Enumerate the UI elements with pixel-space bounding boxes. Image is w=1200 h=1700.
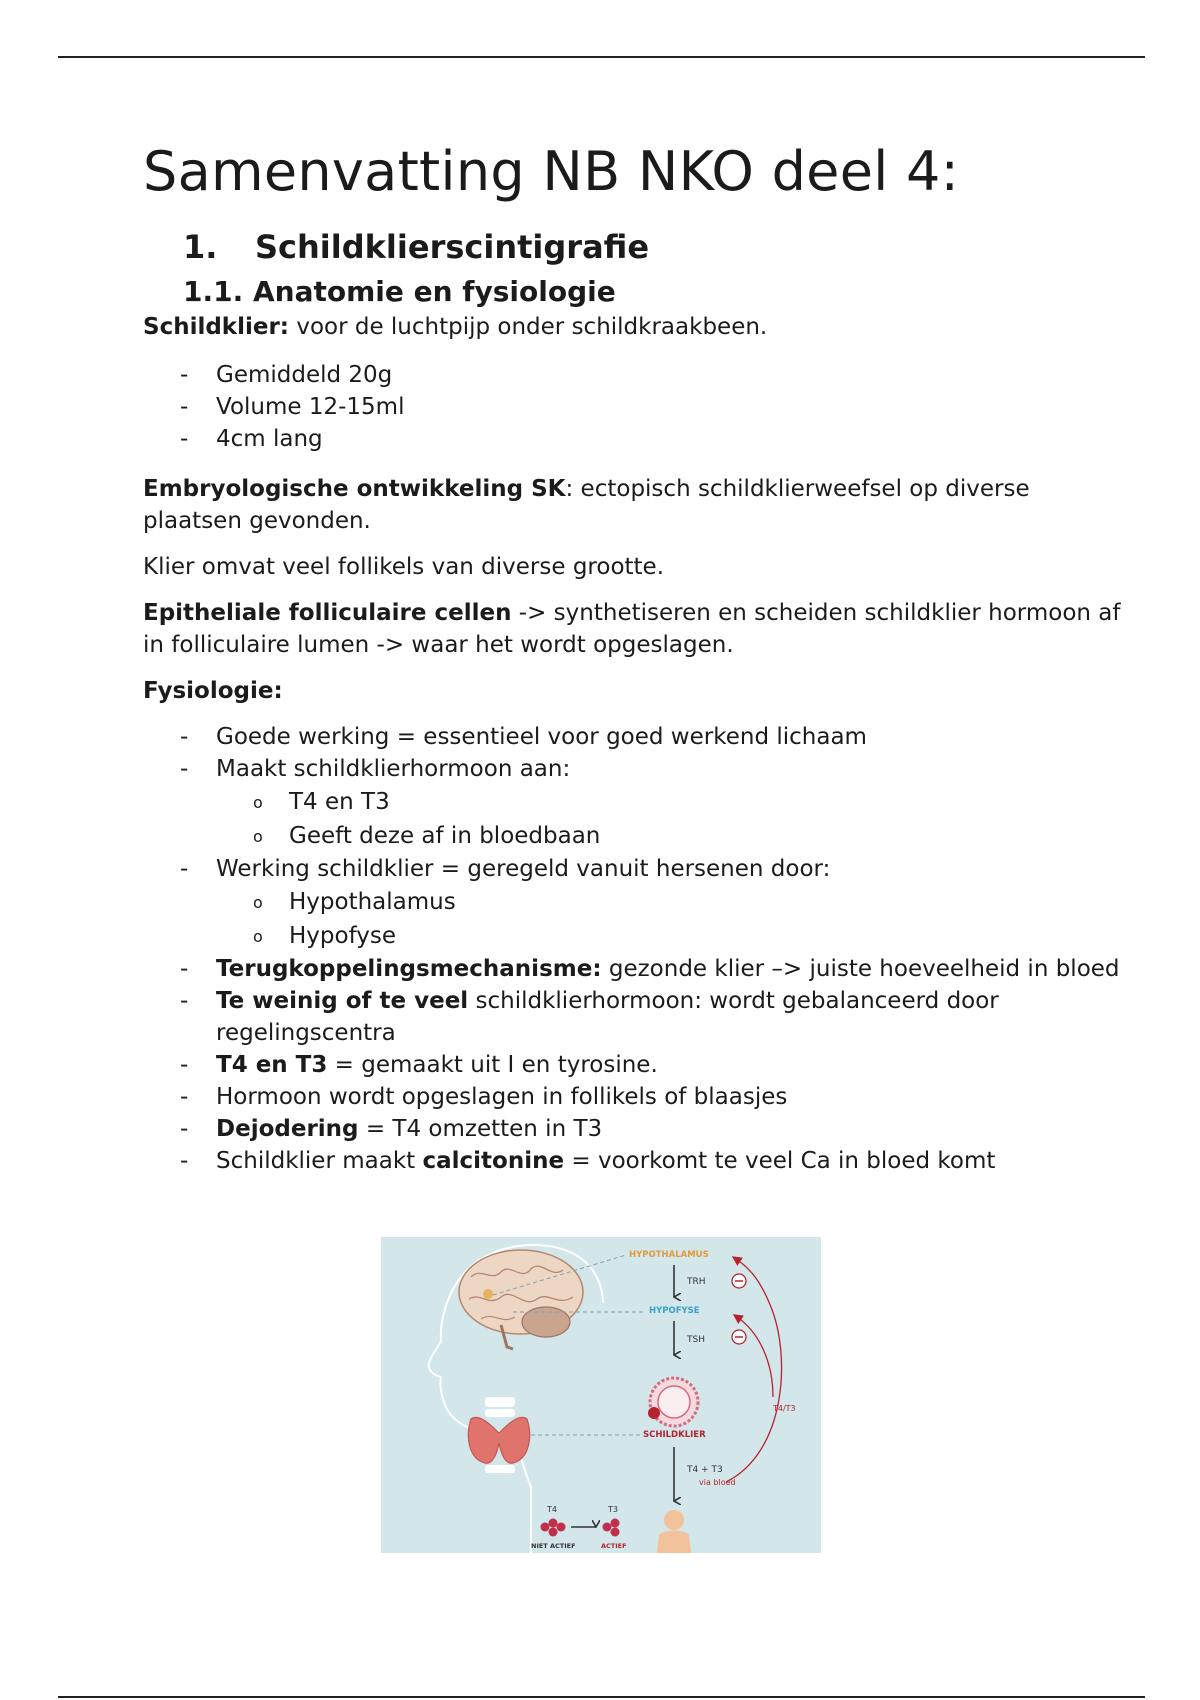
label-hypothalamus: HYPOTHALAMUS [629,1250,709,1260]
inhibit-icon [732,1274,746,1288]
list-item [216,953,1123,985]
section-heading [183,227,1123,269]
label-niet-actief: NIET ACTIEF [531,1542,576,1550]
list-item [216,1113,1123,1145]
inhibit-icon [732,1330,746,1344]
sub-list [216,885,1123,953]
list-item [216,985,1123,1049]
fysiologie-heading-text: Fysiologie: [143,678,283,705]
section-label: Schildklierscintigrafie [255,227,650,266]
list-item-bold: T4 en T3 [216,1052,328,1079]
list-item-bold: Terugkoppelingsmechanisme: [216,956,602,983]
facts-list [143,359,1123,455]
list-item: - Goede werking = essentieel voor goed werkend lichaam [216,721,1123,753]
label-actief: ACTIEF [601,1542,627,1550]
list-item: - Hormoon wordt opgeslagen in follikels of blaasjes [216,1081,1123,1113]
label-via-bloed: via bloed [699,1478,736,1487]
list-item-text: Werking schildklier = geregeld vanuit hersenen door: [216,856,831,883]
label-tsh: TSH [687,1335,705,1345]
list-item [216,853,1123,953]
fact-item: - 4cm lang [216,423,1123,455]
section-number: 1. [183,227,218,266]
document-body [143,140,1123,1195]
label-t4t3-blood: T4 + T3 [687,1465,723,1475]
follikels-paragraph: Klier omvat veel follikels van diverse grootte. [143,554,665,581]
label-hypofyse: HYPOFYSE [649,1306,700,1316]
thyroid-regulation-diagram [381,1237,821,1553]
list-item [216,1049,1123,1081]
list-item-text: = T4 omzetten in T3 [358,1116,603,1143]
subsection-number: 1.1. [183,275,244,309]
sub-list-item: o Geeft deze af in bloedbaan [289,819,1123,853]
bottom-rule [58,1696,1145,1698]
list-item-text: = voorkomt te veel Ca in bloed komt [564,1148,996,1175]
fysiologie-heading [143,675,1123,707]
epithelial-bold: Epitheliale folliculaire cellen [143,600,512,627]
embryo-bold: Embryologische ontwikkeling SK [143,476,566,503]
subsection-heading [183,274,1123,309]
fysiologie-list [143,721,1123,1177]
list-item-text: Schildklier maakt [216,1148,423,1175]
list-item-text: gezonde klier –> juiste hoeveelheid in bloed [601,956,1120,983]
label-trh: TRH [687,1277,706,1287]
list-item-text: schildklierhormoon: wordt gebalanceerd door regelingscentra [216,988,999,1047]
intro-paragraph [143,311,1123,343]
sub-list-item: o Hypothalamus [289,885,1123,919]
intro-bold: Schildklier: [143,314,290,341]
diagram-background [381,1237,821,1553]
embryo-text: : ectopisch schildklierweefsel op diverse plaatsen gevonden. [143,476,1030,535]
follicle-icon [648,1378,698,1426]
subsection-label: Anatomie en fysiologie [253,275,616,309]
sub-list [216,785,1123,853]
list-item-text: Maakt schildklierhormoon aan: [216,756,571,783]
fact-item: - Gemiddeld 20g [216,359,1123,391]
intro-text: voor de luchtpijp onder schildkraakbeen. [289,314,768,341]
page-title: Samenvatting NB NKO deel 4: [143,140,960,203]
sub-list-item: o Hypofyse [289,919,1123,953]
list-item-bold: calcitonine [422,1148,565,1175]
label-t4: T4 [547,1505,557,1514]
top-rule [58,56,1145,58]
list-item [216,753,1123,853]
label-schildklier: SCHILDKLIER [643,1430,706,1440]
list-item-bold: Te weinig of te veel [216,988,469,1015]
list-item-text: = gemaakt uit I en tyrosine. [327,1052,658,1079]
fact-item: - Volume 12-15ml [216,391,1123,423]
sub-list-item: o T4 en T3 [289,785,1123,819]
list-item [216,1145,1123,1177]
epithelial-paragraph [143,597,1123,661]
embryo-paragraph [143,473,1123,537]
epithelial-text: -> synthetiseren en scheiden schildklier hormoon af in folliculaire lumen -> waar het wordt opgeslagen. [143,600,1121,659]
label-t4t3-side: T4/T3 [773,1404,796,1413]
label-t3: T3 [608,1505,618,1514]
list-item-bold: Dejodering [216,1116,359,1143]
